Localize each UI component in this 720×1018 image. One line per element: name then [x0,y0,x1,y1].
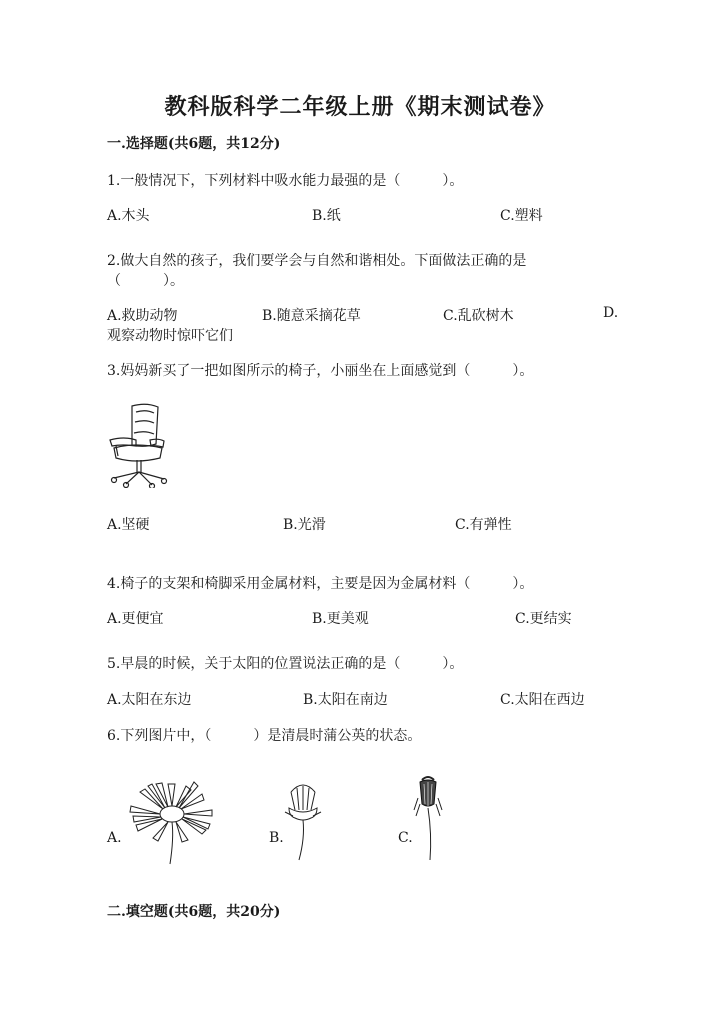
q1-option-c: C.塑料 [500,208,543,224]
question-5: 5.早晨的时候，关于太阳的位置说法正确的是（ ）。 [107,656,464,672]
q3-option-b: B.光滑 [283,517,326,533]
q5-option-c: C.太阳在西边 [500,692,585,708]
question-4: 4.椅子的支架和椅脚采用金属材料，主要是因为金属材料（ ）。 [107,576,534,592]
dandelion-closed-icon [410,774,446,862]
office-chair-icon [106,402,168,488]
q2-option-d-wrap: 观察动物时惊吓它们 [107,328,233,344]
q5-option-a: A.太阳在东边 [107,692,192,708]
question-3: 3.妈妈新买了一把如图所示的椅子，小丽坐在上面感觉到（ ）。 [107,363,534,379]
q2-option-b: B.随意采摘花草 [262,308,361,324]
q6-option-a: A. [107,830,122,846]
q1-option-a: A.木头 [107,208,150,224]
q4-option-c: C.更结实 [515,611,572,627]
q2-option-c: C.乱砍树木 [443,308,514,324]
page-title: 教科版科学二年级上册《期末测试卷》 [164,94,556,120]
q3-option-a: A.坚硬 [107,517,150,533]
dandelion-half-closed-icon [283,778,323,862]
q2-option-a: A.救助动物 [107,308,178,324]
question-2-line-2: （ ）。 [107,273,184,289]
q3-option-c: C.有弹性 [455,517,512,533]
q1-option-b: B.纸 [312,208,341,224]
q5-option-b: B.太阳在南边 [303,692,388,708]
dandelion-open-icon [124,778,220,866]
question-1: 1.一般情况下，下列材料中吸水能力最强的是（ ）。 [107,173,464,189]
section-heading-fill-blank: 二.填空题(共6题，共20分) [107,904,281,920]
q4-option-b: B.更美观 [312,611,369,627]
question-6: 6.下列图片中，（ ）是清晨时蒲公英的状态。 [107,728,422,744]
q6-option-b: B. [269,830,284,846]
q4-option-a: A.更便宜 [107,611,164,627]
question-2-line-1: 2.做大自然的孩子，我们要学会与自然和谐相处。下面做法正确的是 [107,253,527,269]
q2-option-d: D. [603,305,619,321]
section-heading-choice: 一.选择题(共6题，共12分) [107,136,281,152]
q6-option-c: C. [398,830,413,846]
